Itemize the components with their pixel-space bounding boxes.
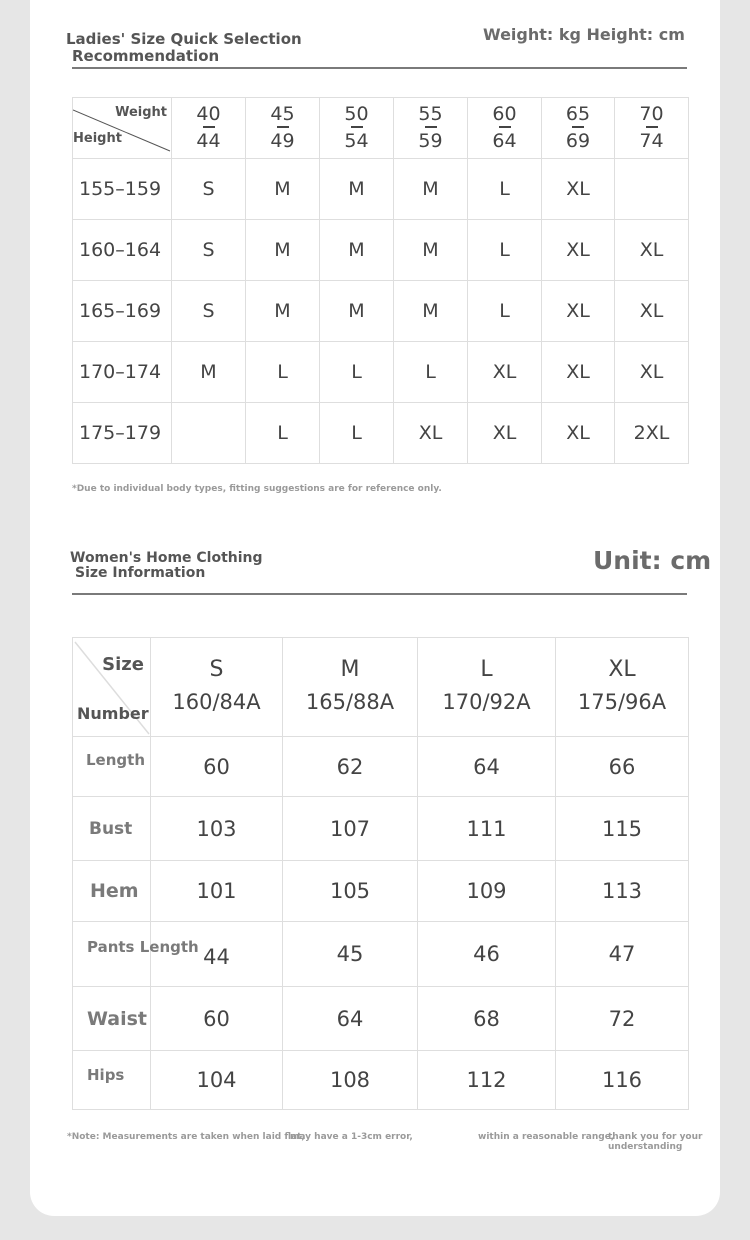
table-row (73, 220, 689, 281)
height-axis-label: Height (73, 131, 122, 146)
weight-range-to: 59 (418, 129, 443, 152)
measure-value: 111 (418, 797, 556, 861)
weight-range-to: 49 (270, 129, 295, 152)
measure-value: 116 (556, 1051, 689, 1110)
measure-value: 47 (556, 922, 689, 987)
note-error: may have a 1-3cm error, (290, 1132, 413, 1142)
note-range: within a reasonable range, (478, 1132, 615, 1142)
weight-range-from: 60 (492, 102, 517, 125)
weight-range-to: 64 (492, 129, 517, 152)
size-spec: 165/88A (305, 690, 395, 714)
measure-value: 101 (151, 861, 283, 922)
measure-value: 64 (418, 737, 556, 797)
size-cell: XL (615, 342, 689, 403)
info-title-line1: Women's Home Clothing (70, 550, 263, 566)
info-divider (72, 593, 687, 595)
size-cell: XL (468, 403, 542, 464)
measure-value: 46 (418, 922, 556, 987)
measure-label: Hem (73, 861, 151, 922)
size-cell: M (320, 159, 394, 220)
size-cell: M (394, 159, 468, 220)
size-cell: 2XL (615, 403, 689, 464)
size-cell: XL (542, 281, 615, 342)
table-row (73, 737, 689, 797)
measure-value: 64 (283, 987, 418, 1051)
size-info-table (72, 637, 689, 1110)
table-row (73, 342, 689, 403)
size-cell: XL (468, 342, 542, 403)
size-axis-label: Size (102, 654, 144, 675)
size-cell: L (468, 159, 542, 220)
size-header-cell (418, 638, 556, 737)
measure-label: Waist (73, 987, 151, 1051)
size-spec: 175/96A (577, 690, 667, 714)
size-cell: M (394, 281, 468, 342)
size-cell: L (468, 220, 542, 281)
quick-header-row (73, 98, 689, 159)
info-header-row (73, 638, 689, 737)
quick-corner-cell (73, 98, 172, 159)
table-row (73, 281, 689, 342)
size-cell: XL (542, 342, 615, 403)
quick-size-table (72, 97, 689, 464)
measure-value: 109 (418, 861, 556, 922)
weight-range-to: 69 (565, 129, 591, 152)
note-thanks: thank you for your understanding (608, 1132, 703, 1152)
weight-range-header (542, 98, 615, 159)
table-row (73, 987, 689, 1051)
measure-value: 68 (418, 987, 556, 1051)
measure-value: 112 (418, 1051, 556, 1110)
number-axis-label: Number (77, 704, 149, 723)
height-range-cell: 155–159 (73, 159, 172, 220)
measure-value: 107 (283, 797, 418, 861)
weight-range-to: 74 (639, 129, 664, 152)
measure-value: 66 (556, 737, 689, 797)
size-cell: L (394, 342, 468, 403)
size-cell: M (320, 281, 394, 342)
size-cell: L (246, 403, 320, 464)
table-row (73, 797, 689, 861)
size-cell: XL (542, 220, 615, 281)
measure-value: 44 (151, 922, 283, 987)
size-cell: M (246, 159, 320, 220)
weight-axis-label: Weight (115, 105, 167, 120)
weight-range-header (468, 98, 542, 159)
size-header-cell (556, 638, 689, 737)
table-row (73, 1051, 689, 1110)
size-spec: 170/92A (442, 690, 531, 714)
size-cell: L (320, 403, 394, 464)
size-spec: 160/84A (172, 690, 261, 714)
size-cell: S (172, 159, 246, 220)
note-measurement: *Note: Measurements are taken when laid flat, (67, 1132, 305, 1142)
height-range-cell: 160–164 (73, 220, 172, 281)
quick-title-line2: Recommendation (72, 47, 220, 65)
size-name: L (480, 657, 493, 682)
measure-value: 113 (556, 861, 689, 922)
weight-range-from: 40 (196, 102, 221, 125)
size-header-cell (151, 638, 283, 737)
size-cell: XL (615, 281, 689, 342)
weight-range-header (246, 98, 320, 159)
measure-value: 105 (283, 861, 418, 922)
size-header-cell (283, 638, 418, 737)
weight-range-from: 70 (639, 102, 664, 125)
measure-value: 104 (151, 1051, 283, 1110)
weight-range-from: 55 (418, 102, 443, 125)
measure-value: 45 (283, 922, 418, 987)
size-name: S (209, 657, 224, 682)
weight-range-header (320, 98, 394, 159)
weight-range-from: 45 (270, 102, 295, 125)
table-row (73, 922, 689, 987)
measure-value: 108 (283, 1051, 418, 1110)
size-name: XL (608, 657, 636, 682)
height-range-cell: 170–174 (73, 342, 172, 403)
size-cell: S (172, 281, 246, 342)
height-range-cell: 165–169 (73, 281, 172, 342)
weight-range-header (394, 98, 468, 159)
measure-value: 60 (151, 737, 283, 797)
measure-value: 62 (283, 737, 418, 797)
size-cell: M (320, 220, 394, 281)
measure-label: Pants Length (73, 922, 151, 987)
quick-note: *Due to individual body types, fitting suggestions are for reference only. (72, 484, 442, 494)
measure-value: 60 (151, 987, 283, 1051)
weight-range-to: 44 (196, 129, 221, 152)
weight-range-header (172, 98, 246, 159)
info-units: Unit: cm (593, 546, 712, 575)
table-row (73, 861, 689, 922)
weight-range-to: 54 (344, 129, 369, 152)
measure-value: 115 (556, 797, 689, 861)
table-row (73, 403, 689, 464)
quick-divider (72, 67, 687, 69)
size-cell: M (394, 220, 468, 281)
measure-value: 103 (151, 797, 283, 861)
size-name: M (340, 657, 360, 682)
size-cell: XL (542, 159, 615, 220)
size-cell: M (172, 342, 246, 403)
weight-range-from: 50 (344, 102, 369, 125)
measure-label: Length (73, 737, 151, 797)
quick-units: Weight: kg Height: cm (483, 25, 685, 44)
size-cell: L (246, 342, 320, 403)
size-cell: M (246, 220, 320, 281)
size-cell: L (468, 281, 542, 342)
info-corner-cell (73, 638, 151, 737)
measure-label: Hips (73, 1051, 151, 1110)
size-cell (172, 403, 246, 464)
size-cell: M (246, 281, 320, 342)
table-row (73, 159, 689, 220)
measure-value: 72 (556, 987, 689, 1051)
size-cell: XL (615, 220, 689, 281)
size-cell: L (320, 342, 394, 403)
weight-range-header (615, 98, 689, 159)
info-title-line2: Size Information (75, 565, 206, 581)
weight-range-from: 65 (565, 102, 591, 125)
size-cell: S (172, 220, 246, 281)
size-cell: XL (394, 403, 468, 464)
height-range-cell: 175–179 (73, 403, 172, 464)
measure-label: Bust (73, 797, 151, 861)
size-cell (615, 159, 689, 220)
size-cell: XL (542, 403, 615, 464)
quick-title-line1: Ladies' Size Quick Selection (66, 30, 302, 48)
